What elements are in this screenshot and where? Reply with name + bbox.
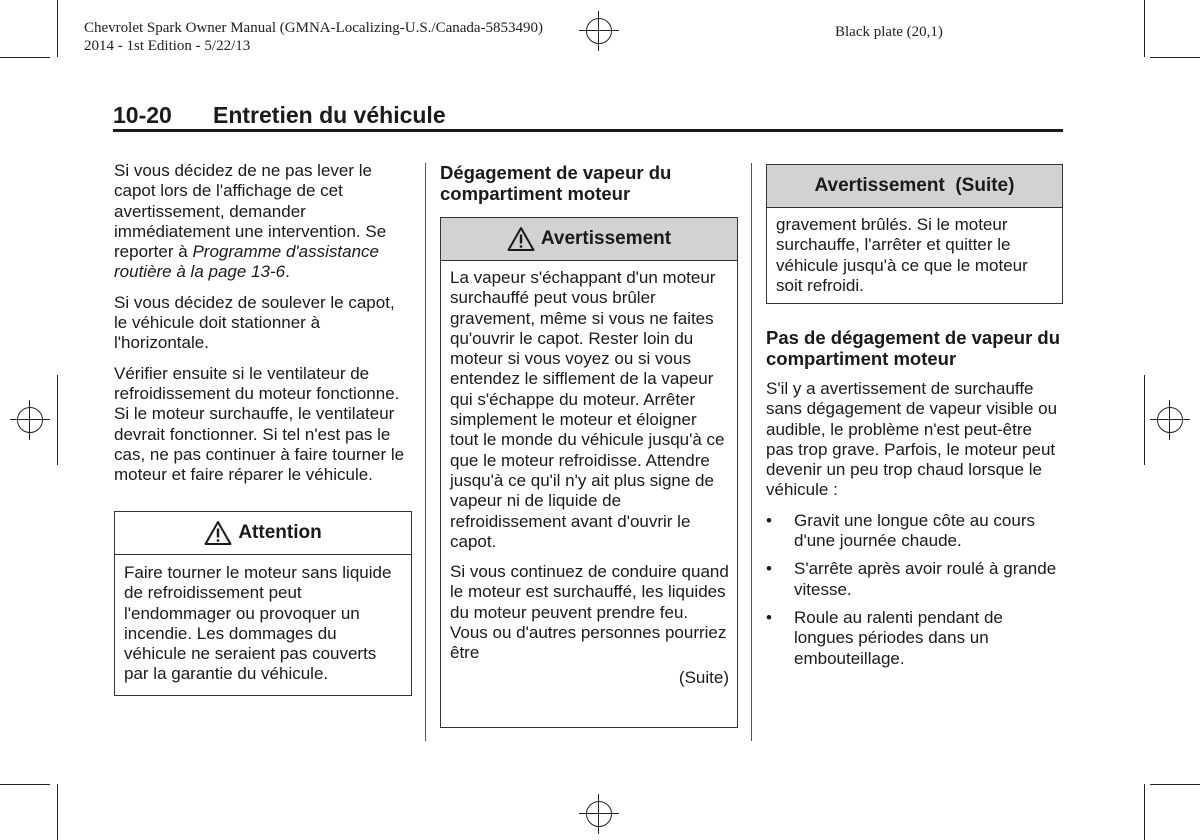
crop-mark-top-right-v [1144, 0, 1145, 57]
no-steam-intro: S'il y a avertissement de surchauffe sans dégagement de vapeur visible ou audible, le problème n'est peut-être pas trop grave. Parfois, le moteur peut devenir un peu trop chaud lorsque le véhicule : [766, 379, 1058, 500]
warning-continued-body [767, 208, 1062, 302]
list-item-text: S'arrête après avoir roulé à grande vitesse. [794, 559, 1057, 599]
roadside-assistance-reference: Programme d'assistance routière à la page 13-6 [114, 242, 379, 282]
paragraph-fan-check: Vérifier ensuite si le ventilateur de refroidissement du moteur fonctionne. Si le moteur surchauffe, le ventilateur devrait fonctionner. Si tel n'est pas le cas, ne pas continuer à faire tourner le moteur et faire réparer le véhicule. [114, 363, 405, 485]
title-rule [113, 129, 1063, 132]
registration-mark-right [1150, 400, 1190, 440]
warning-continued-box [766, 164, 1063, 304]
side-tick-left [57, 375, 58, 465]
registration-mark-left [10, 400, 50, 440]
list-item [766, 511, 1063, 552]
crop-mark-bottom-right-v [1144, 784, 1145, 840]
attention-title: Attention [238, 522, 322, 543]
crop-mark-top-left-h [0, 57, 50, 58]
page-number: 10-20 [113, 102, 172, 128]
plate-label: Black plate (20,1) [835, 24, 943, 40]
attention-text: Faire tourner le moteur sans liquide de refroidissement peut l'endommager ou provoquer un incendie. Les dommages du véhicule ne seraient pas couverts par la garantie du véhicule. [124, 563, 392, 684]
crop-mark-bottom-right-h [1150, 784, 1200, 785]
manual-header-line1: Chevrolet Spark Owner Manual (GMNA-Localizing-U.S./Canada-5853490) [84, 20, 544, 36]
crop-mark-top-left-v [57, 0, 58, 57]
steam-warning-header [441, 218, 737, 261]
steam-warning-body [441, 261, 737, 694]
column-1 [114, 161, 412, 495]
steam-warning-title: Avertissement [540, 228, 672, 249]
continued-note: (Suite) [678, 667, 729, 687]
chapter-title: Entretien du véhicule [213, 102, 446, 128]
manual-header-line2: 2014 - 1st Edition - 5/22/13 [84, 38, 251, 54]
steam-warning-box [440, 217, 738, 728]
warning-continued-title: Avertissement (Suite) [814, 175, 1015, 196]
column-divider-2 [751, 163, 752, 741]
bullet-icon: • [766, 510, 772, 530]
overheat-conditions-list [766, 511, 1063, 669]
paragraph-lift-hood-end: . [285, 262, 290, 282]
warning-triangle-icon [204, 520, 232, 546]
attention-body [115, 555, 411, 691]
paragraph-level-parking: Si vous décidez de soulever le capot, le véhicule doit stationner à l'horizontale. [114, 292, 395, 353]
steam-section-heading: Dégagement de vapeur du compartiment moteur [440, 162, 672, 204]
list-item-text: Roule au ralenti pendant de longues périodes dans un embouteillage. [794, 607, 1003, 668]
attention-header [115, 512, 411, 555]
side-tick-right [1144, 375, 1145, 465]
column-2 [440, 162, 738, 216]
column-divider-1 [425, 163, 426, 741]
list-item-text: Gravit une longue côte au cours d'une journée chaude. [794, 510, 1035, 551]
bullet-icon: • [766, 607, 772, 627]
crop-mark-bottom-left-h [0, 784, 50, 785]
attention-box [114, 511, 412, 696]
crop-mark-bottom-left-v [57, 784, 58, 840]
crop-mark-top-right-h [1150, 57, 1200, 58]
paragraph-lift-hood [114, 161, 412, 283]
steam-warning-paragraph-1: La vapeur s'échappant d'un moteur surchauffé peut vous brûler gravement, même si vous ne faites qu'ouvrir le capot. Rester loin du moteur si vous voyez ou si vous entendez le sifflement de la vapeur qui s'échappe du moteur. Arrêter simplement le moteur et éloigner tout le monde du véhicule jusqu'à ce que le moteur refroidisse. Attendre jusqu'à ce qu'il n'y ait plus signe de vapeur ni de liquide de refroidissement avant d'ouvrir le capot. [450, 268, 725, 551]
registration-mark-top [579, 11, 619, 51]
column-3 [766, 327, 1063, 677]
registration-mark-bottom [579, 794, 619, 834]
warning-continued-header [767, 165, 1062, 208]
warning-continued-text: gravement brûlés. Si le moteur surchauffe, l'arrêter et quitter le véhicule jusqu'à ce que le moteur soit refroidi. [776, 215, 1028, 295]
warning-triangle-icon [507, 226, 535, 252]
no-steam-section-heading: Pas de dégagement de vapeur du compartiment moteur [766, 327, 1061, 369]
list-item [766, 559, 1063, 600]
steam-warning-paragraph-2: Si vous continuez de conduire quand le moteur est surchauffé, les liquides du moteur peuvent prendre feu. Vous ou d'autres personnes pourriez être [450, 562, 729, 663]
paragraph-lift-hood-text: Si vous décidez de ne pas lever le capot lors de l'affichage de cet avertissement, demander immédiatement une intervention. Se reporter à [114, 161, 387, 262]
bullet-icon: • [766, 559, 772, 579]
list-item [766, 608, 1063, 669]
